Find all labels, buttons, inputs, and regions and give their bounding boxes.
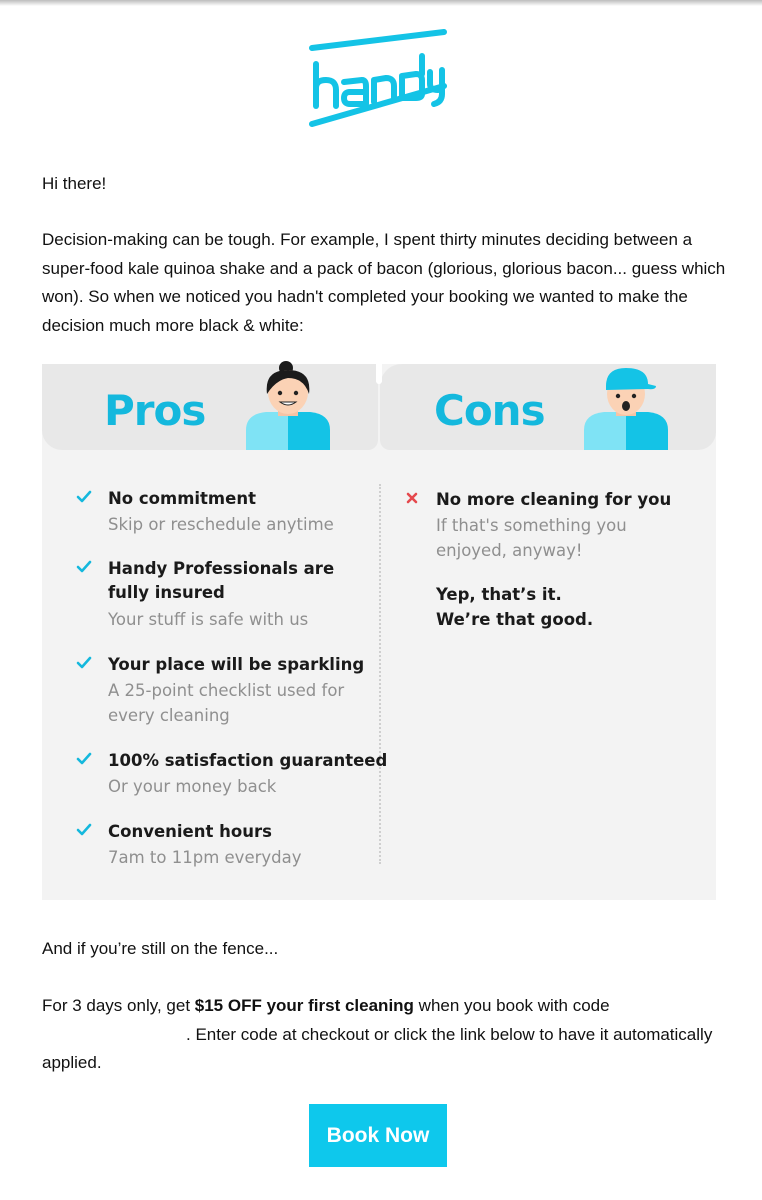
pro-title: No commitment xyxy=(108,489,256,508)
cons-title: Cons xyxy=(434,386,545,435)
offer-prefix: For 3 days only, get xyxy=(42,996,195,1015)
con-title: No more cleaning for you xyxy=(436,490,672,509)
pro-desc: Or your money back xyxy=(108,777,277,796)
offer-highlight: $15 OFF your first cleaning xyxy=(194,996,414,1015)
column-divider xyxy=(379,484,381,864)
pros-cons-card xyxy=(42,364,716,900)
check-icon xyxy=(76,655,92,671)
pro-title: Convenient hours xyxy=(108,822,272,841)
greeting: Hi there! xyxy=(42,174,107,193)
pro-desc: Your stuff is safe with us xyxy=(108,610,309,629)
closing-line: We’re that good. xyxy=(436,610,594,629)
header-gap xyxy=(376,364,382,384)
offer-paragraph xyxy=(42,992,732,1078)
check-icon xyxy=(76,489,92,505)
pro-title-cont: fully insured xyxy=(108,583,225,602)
pro-title: Handy Professionals are xyxy=(108,559,335,578)
check-icon xyxy=(76,751,92,767)
cross-icon xyxy=(404,490,420,506)
pro-desc: A 25-point checklist used for xyxy=(108,681,345,700)
top-shadow xyxy=(0,0,762,6)
handy-logo[interactable] xyxy=(308,28,450,128)
book-now-button[interactable]: Book Now xyxy=(309,1104,447,1167)
check-icon xyxy=(76,559,92,575)
offer-suffix: . Enter code at checkout or click the link below to have it automatically applied. xyxy=(42,1024,713,1072)
pro-desc: 7am to 11pm everyday xyxy=(108,848,302,867)
con-desc-cont: enjoyed, anyway! xyxy=(436,541,583,560)
pro-title: 100% satisfaction guaranteed xyxy=(108,751,388,770)
check-icon xyxy=(76,822,92,838)
closing-line: Yep, that’s it. xyxy=(436,585,562,604)
woman-avatar-icon xyxy=(242,356,334,450)
pros-title: Pros xyxy=(104,386,206,435)
man-avatar-icon xyxy=(580,364,672,450)
offer-middle: when you book with code xyxy=(413,996,610,1015)
intro-paragraph: Decision-making can be tough. For example, I spent thirty minutes deciding between a super-food kale quinoa shake and a pack of bacon (glorious, glorious bacon... guess which won). So when we noticed you hadn't completed your booking we wanted to make the decision much more black & white: xyxy=(42,230,726,335)
pro-title: Your place will be sparkling xyxy=(108,655,365,674)
con-desc: If that's something you xyxy=(436,516,627,535)
pro-desc: Skip or reschedule anytime xyxy=(108,515,334,534)
pro-desc-cont: every cleaning xyxy=(108,706,230,725)
fence-line: And if you’re still on the fence... xyxy=(42,939,279,958)
